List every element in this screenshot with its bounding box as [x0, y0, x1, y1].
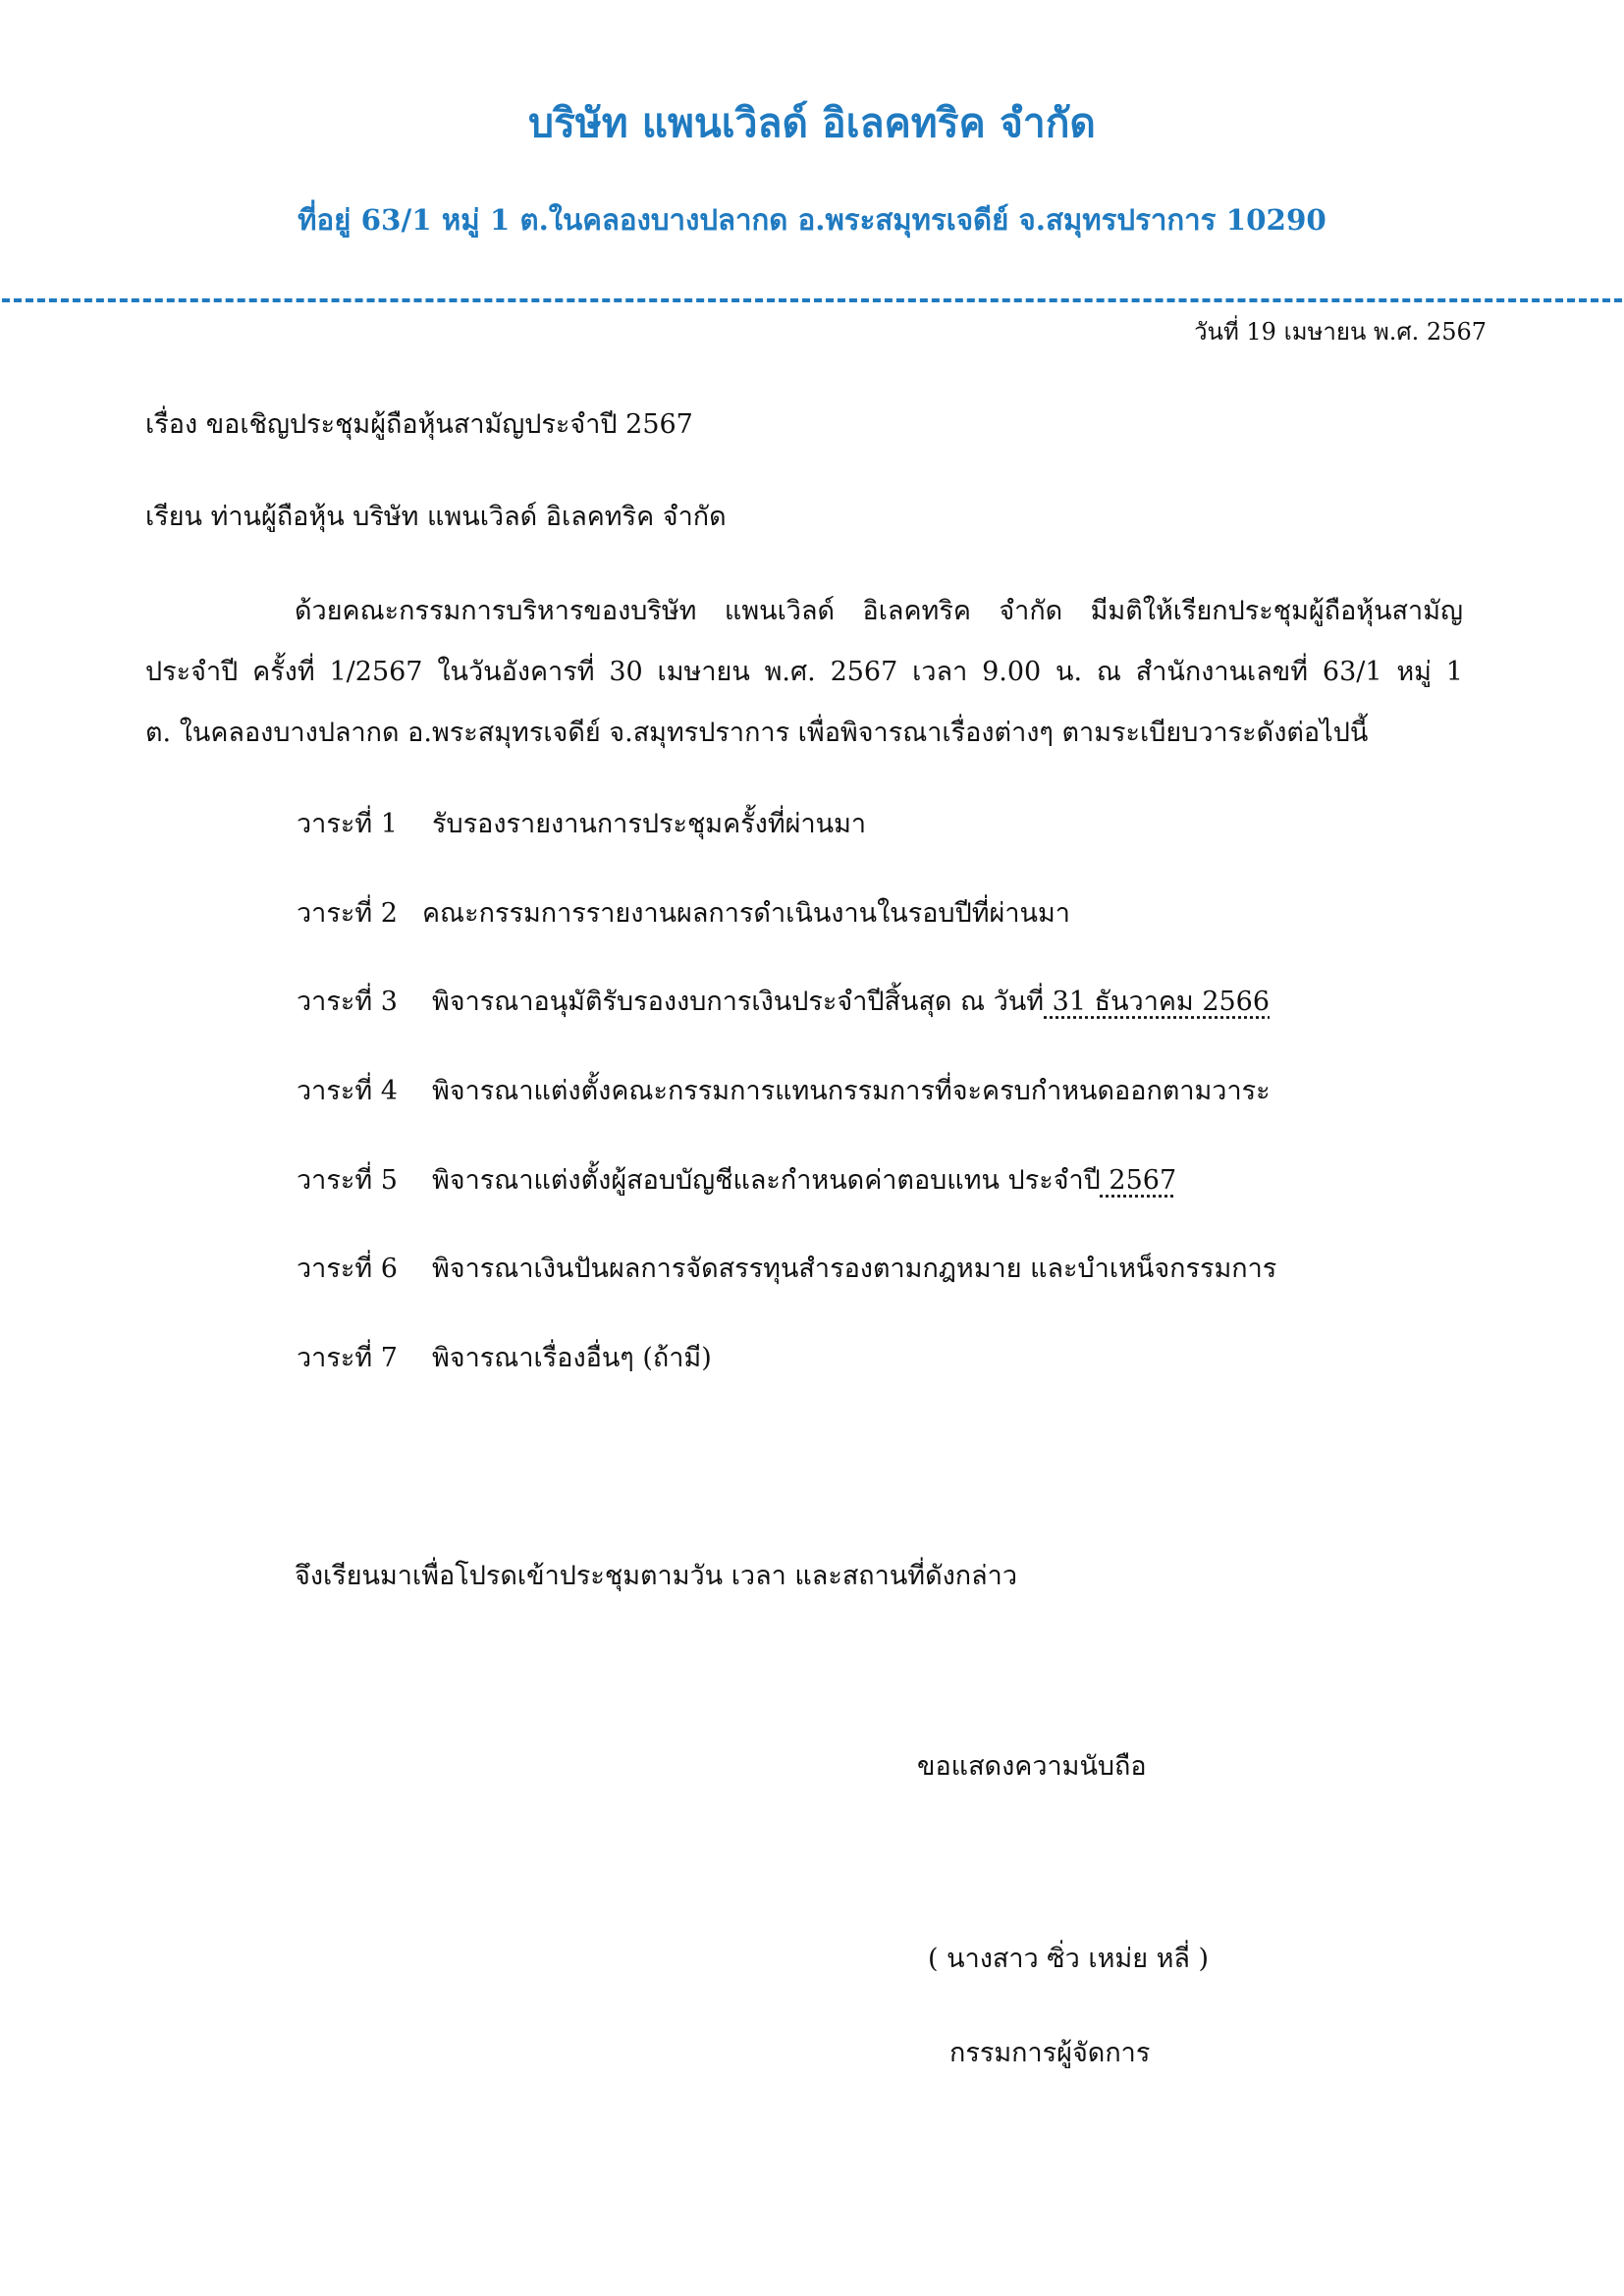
agenda-text: รับรองรายงานการประชุมครั้งที่ผ่านมา — [432, 809, 867, 839]
closing-sentence: จึงเรียนมาเพื่อโปรดเข้าประชุมตามวัน เวลา และสถานที่ดังกล่าว — [295, 1561, 1018, 1591]
body-line-3: ต. ในคลองบางปลากด อ.พระสมุทรเจดีย์ จ.สมุทรปราการ เพื่อพิจารณาเรื่องต่างๆ ตามระเบียบวาระดังต่อไปนี้ — [145, 718, 1369, 748]
agenda-item-1 — [297, 802, 866, 844]
agenda-label: วาระที่ 1 — [297, 809, 398, 839]
signer-name: ( นางสาว ซิ่ว เหม่ย หลี่ ) — [928, 1944, 1210, 1974]
body-line-2: ประจำปี ครั้งที่ 1/2567 ในวันอังคารที่ 30 เมษายน พ.ศ. 2567 เวลา 9.00 น. ณ สำนักงานเลขที่ 63/1 หมู่ 1 — [145, 657, 1463, 687]
agenda-item-4 — [297, 1069, 1271, 1111]
agenda-text: พิจารณาเงินปันผลการจัดสรรทุนสำรองตามกฎหมาย และบำเหน็จกรรมการ — [432, 1254, 1277, 1284]
agenda-label: วาระที่ 6 — [297, 1254, 398, 1284]
agenda-label: วาระที่ 4 — [297, 1076, 398, 1106]
agenda-underlined: 31 ธันวาคม 2566 — [1044, 987, 1271, 1017]
signer-position: กรรมการผู้จัดการ — [949, 2038, 1151, 2068]
agenda-item-6 — [297, 1247, 1276, 1289]
agenda-underlined: 2567 — [1100, 1165, 1177, 1196]
agenda-item-5 — [297, 1158, 1176, 1201]
agenda-label: วาระที่ 3 — [297, 987, 398, 1017]
agenda-text: พิจารณาอนุมัติรับรองงบการเงินประจำปีสิ้นสุด ณ วันที่ — [432, 987, 1045, 1017]
company-name: บริษัท แพนเวิลด์ อิเลคทริค จำกัด — [528, 99, 1096, 146]
agenda-label: วาระที่ 2 — [297, 898, 398, 929]
agenda-item-2 — [297, 891, 1070, 934]
agenda-text: พิจารณาเรื่องอื่นๆ (ถ้ามี) — [432, 1343, 712, 1373]
letter-subject: เรื่อง ขอเชิญประชุมผู้ถือหุ้นสามัญประจำปี 2567 — [145, 409, 693, 440]
agenda-item-7 — [297, 1336, 712, 1378]
agenda-text: พิจารณาแต่งตั้งคณะกรรมการแทนกรรมการที่จะครบกำหนดออกตามวาระ — [432, 1076, 1271, 1106]
agenda-label: วาระที่ 5 — [297, 1165, 398, 1196]
agenda-text: พิจารณาแต่งตั้งผู้สอบบัญชีและกำหนดค่าตอบแทน ประจำปี — [432, 1165, 1101, 1196]
body-line-1: ด้วยคณะกรรมการบริหารของบริษัท แพนเวิลด์ อิเลคทริค จำกัด มีมติให้เรียกประชุมผู้ถือหุ้นสามัญ — [295, 596, 1463, 626]
letter-date: วันที่ 19 เมษายน พ.ศ. 2567 — [1194, 318, 1487, 346]
agenda-label: วาระที่ 7 — [297, 1343, 398, 1373]
letter-recipient: เรียน ท่านผู้ถือหุ้น บริษัท แพนเวิลด์ อิเลคทริค จำกัด — [145, 502, 727, 532]
agenda-item-3 — [297, 980, 1270, 1022]
regards-text: ขอแสดงความนับถือ — [917, 1751, 1147, 1782]
agenda-text: คณะกรรมการรายงานผลการดำเนินงานในรอบปีที่ผ่านมา — [422, 898, 1070, 929]
header-divider — [2, 298, 1622, 302]
company-address: ที่อยู่ 63/1 หมู่ 1 ต.ในคลองบางปลากด อ.พระสมุทรเจดีย์ จ.สมุทรปราการ 10290 — [298, 202, 1326, 237]
